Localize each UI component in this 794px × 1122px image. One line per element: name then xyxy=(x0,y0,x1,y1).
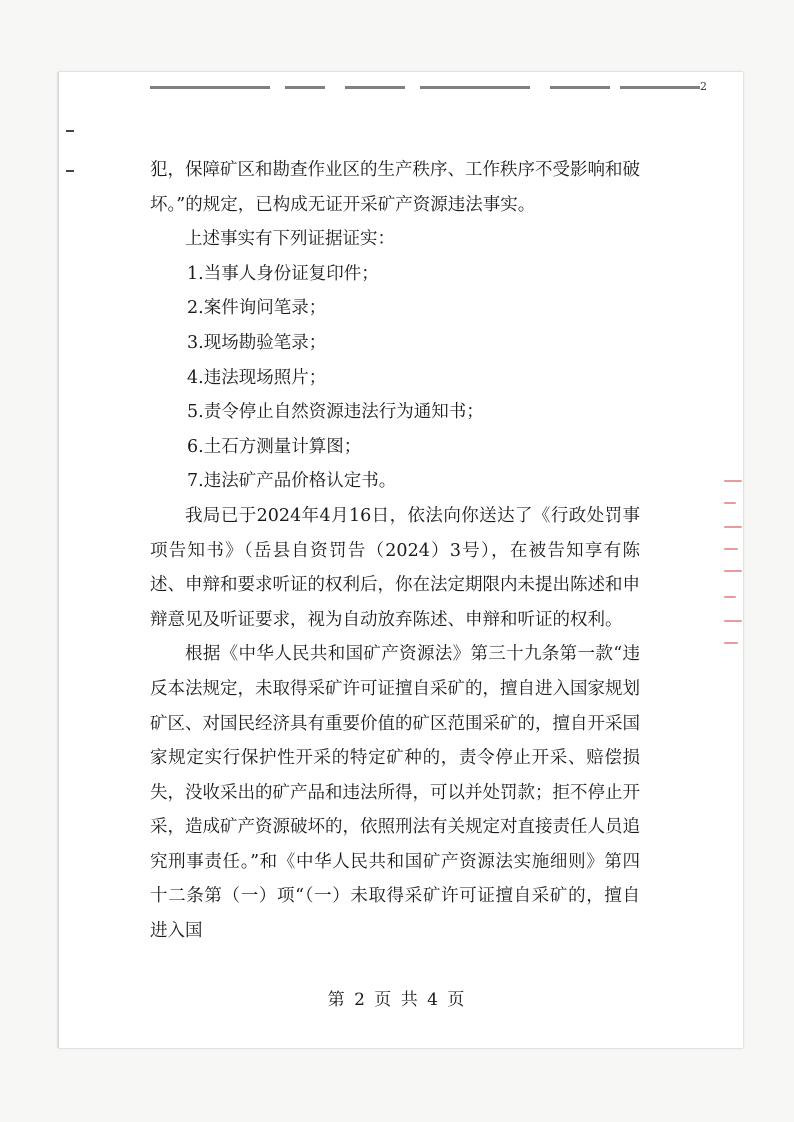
scan-edge-mark xyxy=(66,130,74,132)
evidence-item: 4.违法现场照片； xyxy=(187,367,327,388)
page-footer: 第 2 页 共 4 页 xyxy=(327,990,467,1010)
evidence-item: 6.土石方测量计算图； xyxy=(187,436,362,457)
document-body xyxy=(150,153,640,949)
evidence-item: 1.当事人身份证复印件； xyxy=(187,263,379,284)
scan-edge-mark xyxy=(66,170,74,172)
evidence-item: 5.责令停止自然资源违法行为通知书； xyxy=(187,402,484,423)
evidence-item: 3.现场勘验笔录； xyxy=(187,332,327,353)
paragraph-continued: 犯，保障矿区和勘查作业区的生产秩序、工作秩序不受影响和破坏。”的规定，已构成无证开采矿产资源违法事实。 xyxy=(150,160,640,215)
page-corner-mark: 2 xyxy=(700,80,707,93)
seal-stamp-edge xyxy=(720,470,746,660)
paragraph-evidence-intro: 上述事实有下列证据证实： xyxy=(185,229,395,250)
evidence-item: 7.违法矿产品价格认定书。 xyxy=(187,471,397,492)
paragraph-notice-served: 我局已于2024年4月16日，依法向你送达了《行政处罚事项告知书》（岳县自资罚告（2024）3号），在被告知享有陈述、申辩和要求听证的权利后，你在法定期限内未提出陈述和申辩意见及听证要求，视为自动放弃陈述、申辩和听证的权利。 xyxy=(150,505,640,630)
scan-artifact-top-rule xyxy=(150,82,705,94)
paragraph-legal-basis: 根据《中华人民共和国矿产资源法》第三十九条第一款“违反本法规定，未取得采矿许可证擅自采矿的，擅自进入国家规划矿区、对国民经济具有重要价值的矿区范围采矿的，擅自开采国家规定实行保护性开采的特定矿种的，责令停止开采、赔偿损失，没收采出的矿产品和违法所得，可以并处罚款；拒不停止开采，造成矿产资源破坏的，依照刑法有关规定对直接责任人员追究刑事责任。”和《中华人民共和国矿产资源法实施细则》第四十二条第（一）项“（一）未取得采矿许可证擅自采矿的，擅自进入国 xyxy=(150,644,640,942)
evidence-item: 2.案件询问笔录； xyxy=(187,298,327,319)
